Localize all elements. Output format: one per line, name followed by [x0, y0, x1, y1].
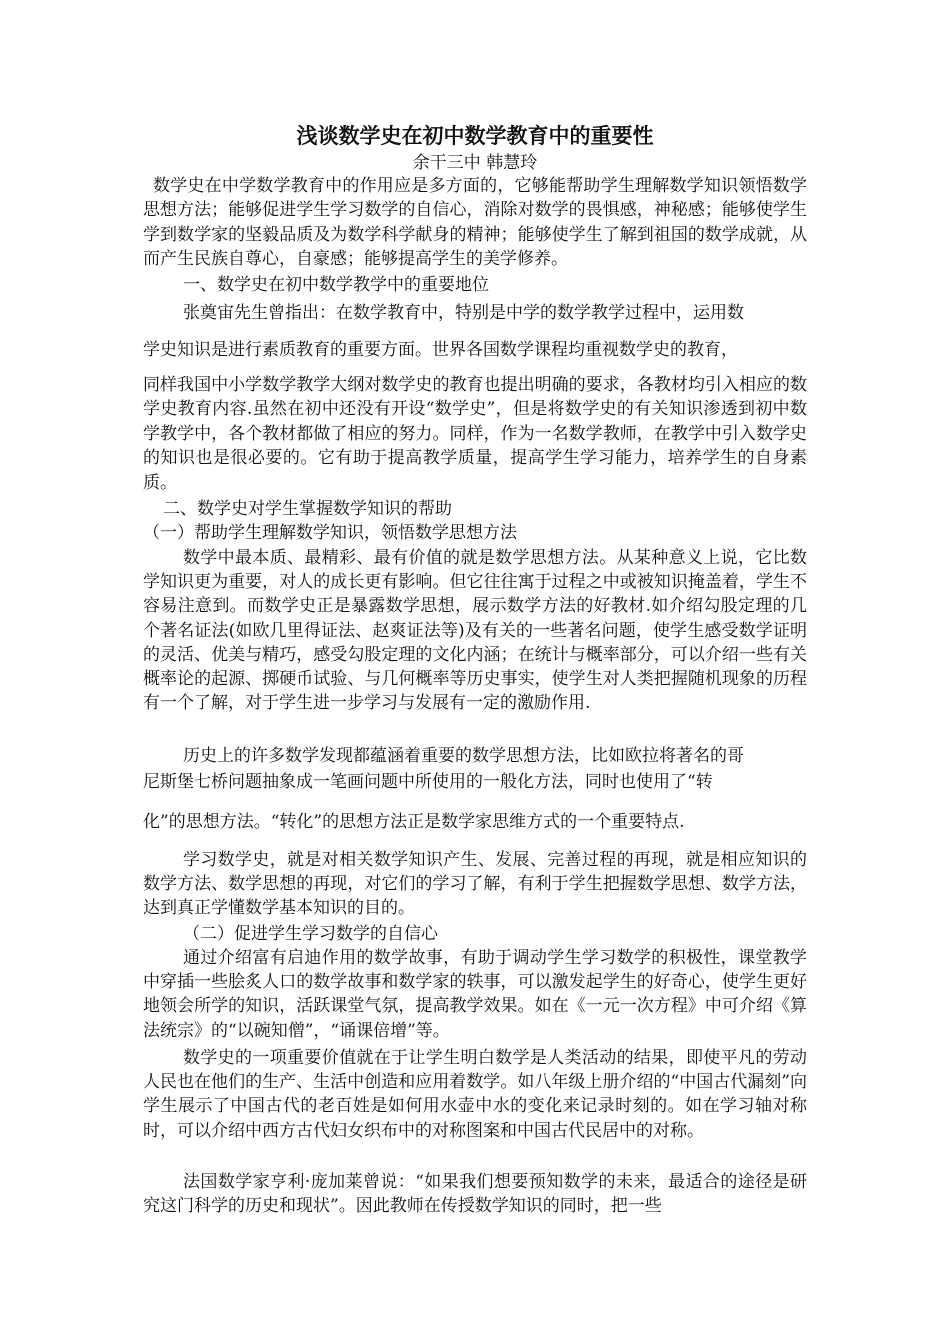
section2-heading: 二、数学史对学生掌握数学知识的帮助 — [163, 499, 452, 519]
section1-heading: 一、数学史在初中数学教学中的重要地位 — [183, 275, 489, 295]
author-byline: 余干三中 韩慧玲 — [412, 153, 538, 173]
section1-line-2: 学史知识是进行素质教育的重要方面。世界各国数学课程均重视数学史的教育， — [143, 340, 738, 360]
subsection2-paragraph-3: 法国数学家亨利·庞加莱曾说：“如果我们想要预知数学的未来，最适合的途径是研究这门科学的历史和现状”。因此教师在传授数学知识的同时，把一些 — [143, 1172, 807, 1217]
document-title: 浅谈数学史在初中数学教育中的重要性 — [296, 124, 654, 148]
subsection1-paragraph-2-line-3: 化”的思想方法。“转化”的思想方法正是数学家思维方式的一个重要特点. — [143, 812, 685, 832]
subsection1-paragraph-3: 学习数学史，就是对相关数学知识产生、发展、完善过程的再现，就是相应知识的数学方法、数学思想的再现，对它们的学习了解，有利于学生把握数学思想、数学方法，达到真正学懂数学基本知识的目的。 — [143, 850, 807, 919]
section1-line-1: 张奠宙先生曾指出：在数学教育中，特别是中学的数学教学过程中，运用数 — [183, 303, 744, 323]
section1-paragraph-rest: 同样我国中小学数学教学大纲对数学史的教育也提出明确的要求，各教材均引入相应的数学史教育内容.虽然在初中还没有开设“数学史”，但是将数学史的有关知识渗透到初中数学教学中，各个教材都做了相应的努力。同样，作为一名数学教师，在教学中引入数学史的知识也是很必要的。它有助于提高教学质量，提高学生学习能力，培养学生的自身素质。 — [143, 375, 807, 493]
subsection1-paragraph-2-line-1: 历史上的许多数学发现都蕴涵着重要的数学思想方法，比如欧拉将著名的哥 — [183, 746, 744, 766]
intro-paragraph: 数学史在中学数学教育中的作用应是多方面的，它够能帮助学生理解数学知识领悟数学思想方法；能够促进学生学习数学的自信心，消除对数学的畏惧感，神秘感；能够使学生学到数学家的坚毅品质及为数学科学献身的精神；能够使学生了解到祖国的数学成就，从而产生民族自尊心，自豪感；能够提高学生的美学修养。 — [143, 176, 807, 270]
subsection1-heading: （一）帮助学生理解数学知识，领悟数学思想方法 — [143, 523, 517, 543]
subsection1-paragraph-1: 数学中最本质、最精彩、最有价值的就是数学思想方法。从某种意义上说，它比数学知识更为重要，对人的成长更有影响。但它往往寓于过程之中或被知识掩盖着，学生不容易注意到。而数学史正是暴露数学思想，展示数学方法的好教材.如介绍勾股定理的几个著名证法(如欧几里得证法、赵爽证法等)及有关的一些著名问题，使学生感受数学证明的灵活、优美与精巧，感受勾股定理的文化内涵；在统计与概率部分，可以介绍一些有关概率论的起源、掷硬币试验、与几何概率等历史事实，使学生对人类把握随机现象的历程有一个了解，对于学生进一步学习与发展有一定的激励作用. — [143, 548, 807, 714]
subsection2-paragraph-2: 数学史的一项重要价值就在于让学生明白数学是人类活动的结果，即使平凡的劳动人民也在他们的生产、生活中创造和应用着数学。如八年级上册介绍的“中国古代漏刻”向学生展示了中国古代的老百姓是如何用水壶中水的变化来记录时刻的。如在学习轴对称时，可以介绍中西方古代妇女织布中的对称图案和中国古代民居中的对称。 — [143, 1048, 807, 1141]
subsection2-paragraph-1: 通过介绍富有启迪作用的数学故事，有助于调动学生学习数学的积极性，课堂教学中穿插一些脍炙人口的数学故事和数学家的轶事，可以激发起学生的好奇心，使学生更好地领会所学的知识，活跃课堂气氛，提高教学效果。如在《一元一次方程》中可介绍《算法统宗》的“以碗知僧”，“诵课倍增”等。 — [143, 948, 807, 1041]
subsection1-paragraph-2-line-2: 尼斯堡七桥问题抽象成一笔画问题中所使用的一般化方法，同时也使用了“转 — [143, 772, 713, 792]
subsection2-heading: （二）促进学生学习数学的自信心 — [183, 924, 438, 944]
